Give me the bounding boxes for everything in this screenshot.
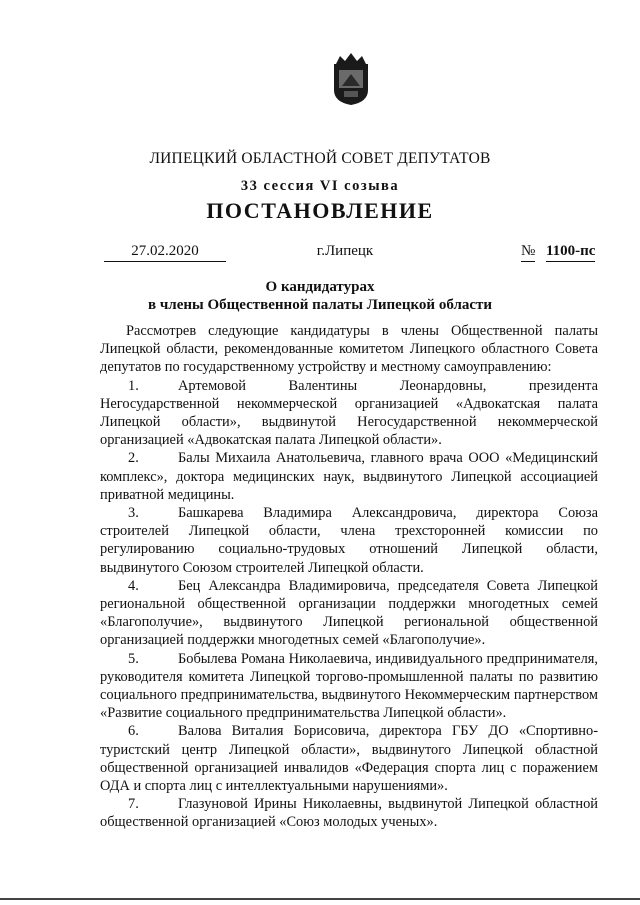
item-number: 1. [128,377,139,394]
document-place: г.Липецк [316,243,374,259]
document-date: 27.02.2020 [104,243,226,262]
list-item [100,722,598,795]
council-name: ЛИПЕЦКИЙ ОБЛАСТНОЙ СОВЕТ ДЕПУТАТОВ [149,150,491,167]
item-number: 6. [128,723,139,740]
session-line: 33 сессия VI созыва [240,178,400,194]
item-text: Бобылева Романа Николаевича, индивидуального предпринимателя, руководителя комитета Липецкой торгово-промышленной палаты по развитию социального предпринимательства, выдвинутого Некоммерческим партнерством «Развитие социального предпринимательства Липецкой области». [100,650,598,722]
item-number: 3. [128,505,139,522]
list-item [100,449,598,504]
intro-paragraph: Рассмотрев следующие кандидатуры в члены Общественной палаты Липецкой области, рекомендованные комитетом Липецкого областного Совета депутатов по государственному устройству и местному самоуправлению: [100,323,598,376]
coat-of-arms-icon [330,50,372,106]
item-number: 7. [128,796,139,813]
number-label: № [521,243,535,262]
item-text: Валова Виталия Борисовича, директора ГБУ ДО «Спортивно-туристский центр Липецкой области», выдвинутого Липецкой областной общественной организацией инвалидов «Федерация спорта лиц с поражением ОДА и спорта лиц с интеллектуальными нарушениями». [100,723,598,795]
item-text: Башкарева Владимира Александровича, директора Союза строителей Липецкой области, члена трехсторонней комиссии по регулированию социально-трудовых отношений Липецкой области, выдвинутого Союзом строителей Липецкой области. [100,505,598,576]
list-item [100,650,598,723]
list-item [100,795,598,831]
list-item [100,377,598,450]
subject-line-1: О кандидатурах [265,279,375,295]
page-bottom-edge [0,898,640,900]
item-text: Глазуновой Ирины Николаевны, выдвинутой Липецкой областной общественной организацией «Союз молодых ученых». [100,796,598,831]
item-number: 4. [128,577,139,594]
list-item [100,504,598,577]
item-text: Балы Михаила Анатольевича, главного врача ООО «Медицинский комплекс», доктора медицинских наук, выдвинутого Липецкой ассоциацией приватной медицины. [100,450,598,503]
item-number: 2. [128,450,139,467]
item-number: 5. [128,650,139,667]
item-text: Бец Александра Владимировича, председателя Совета Липецкой региональной общественной организации поддержки многодетных семей «Благополучие», выдвинутого Липецкой региональной общественной организацией поддержки многодетных семей «Благополучие». [100,577,598,649]
document-number: 1100-пс [546,243,595,262]
list-item [100,577,598,650]
item-text: Артемовой Валентины Леонардовны, президента Негосударственной некоммерческой организацией «Адвокатская палата Липецкой области», выдвинутой Негосударственной некоммерческой организацией «Адвокатская палата Липецкой области». [100,377,598,449]
subject-line-2: в члены Общественной палаты Липецкой области [147,297,493,313]
document-subject [0,278,640,314]
document-body [100,322,598,832]
document-type: ПОСТАНОВЛЕНИЕ [206,198,434,223]
